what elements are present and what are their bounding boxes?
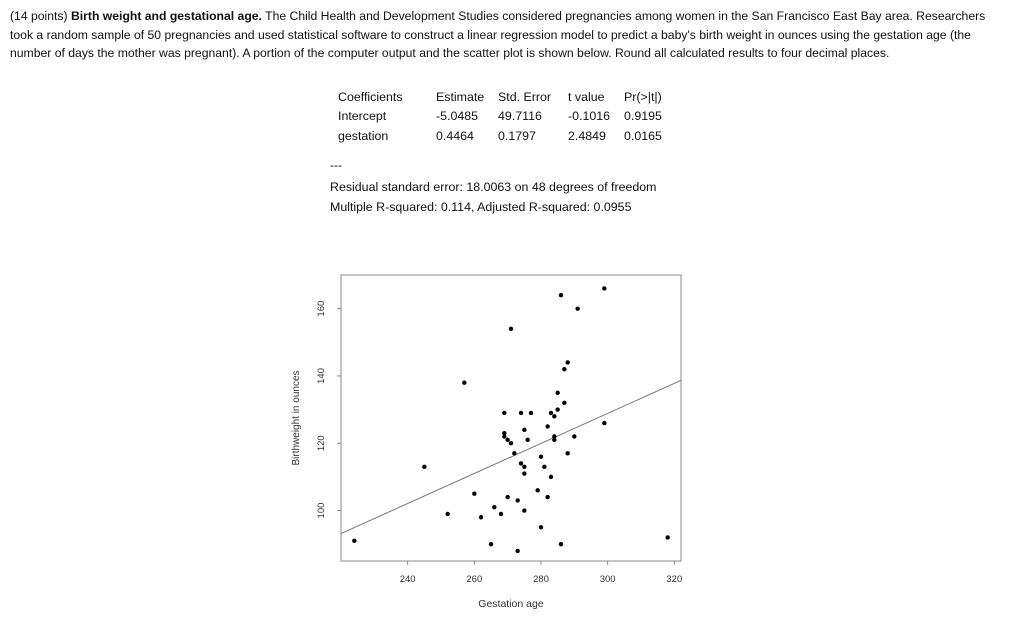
header-t-value: t value [568, 89, 605, 104]
y-axis-label: Birthweight in ounces [291, 370, 302, 466]
regression-output-table [334, 87, 666, 146]
data-point [515, 549, 519, 553]
x-tick-label: 260 [466, 574, 483, 585]
data-point [572, 434, 576, 438]
data-point [542, 465, 546, 469]
data-point [472, 492, 476, 496]
data-point [352, 539, 356, 543]
data-point [539, 454, 543, 458]
data-point [549, 411, 553, 415]
data-point [515, 498, 519, 502]
residual-error-line: Residual standard error: 18.0063 on 48 degrees of freedom [330, 180, 657, 194]
data-point [522, 428, 526, 432]
x-axis-label: Gestation age [478, 598, 544, 610]
data-point [545, 495, 549, 499]
data-point [529, 411, 533, 415]
header-std-error: Std. Error [498, 89, 552, 104]
y-tick-label: 120 [316, 435, 327, 452]
header-coefficients: Coefficients [338, 89, 403, 104]
data-point [555, 391, 559, 395]
data-point [522, 471, 526, 475]
problem-points: (14 points) [10, 9, 68, 23]
y-tick-label: 100 [316, 502, 327, 519]
data-point [505, 495, 509, 499]
table-header-row [334, 87, 666, 107]
row-label: Intercept [338, 109, 387, 124]
table-row [334, 107, 666, 127]
data-point [559, 542, 563, 546]
data-point [522, 508, 526, 512]
data-point [562, 401, 566, 405]
data-point [489, 542, 493, 546]
cell-p-value: 0.0165 [624, 128, 662, 143]
data-point [552, 434, 556, 438]
data-point [509, 441, 513, 445]
data-point [559, 293, 563, 297]
data-point [555, 407, 559, 411]
x-tick-label: 240 [399, 574, 416, 585]
x-tick-label: 300 [599, 574, 616, 585]
cell-t-value: 2.4849 [568, 128, 606, 143]
data-point [422, 465, 426, 469]
r-squared-line: Multiple R-squared: 0.114, Adjusted R-squared: 0.0955 [330, 200, 632, 214]
data-point [545, 424, 549, 428]
data-point [665, 535, 669, 539]
scatter-plot [285, 262, 705, 622]
data-point [509, 327, 513, 331]
data-points [352, 286, 670, 553]
data-point [552, 414, 556, 418]
data-point [445, 512, 449, 516]
cell-estimate: -5.0485 [436, 109, 479, 124]
data-point [519, 461, 523, 465]
data-point [492, 505, 496, 509]
x-axis [400, 561, 683, 585]
regression-line [341, 380, 681, 533]
model-summary [330, 177, 657, 217]
data-point [479, 515, 483, 519]
problem-body: The Child Health and Development Studies considered pregnancies among women in the San Francisco East Bay area. Researchers took a random sample of 50 pregnancies and used statistical software to construct a linear regression model to predict a baby's birth weight in ounces using the gestation age (the number of days the mother was pregnant). A portion of the computer output and the scatter plot is shown below. Round all calculated results to four decimal places. [10, 9, 986, 60]
y-tick-label: 140 [316, 368, 327, 384]
data-point [522, 465, 526, 469]
x-tick-label: 280 [533, 574, 549, 585]
data-point [549, 475, 553, 479]
data-point [562, 367, 566, 371]
data-point [565, 451, 569, 455]
data-point [602, 421, 606, 425]
cell-std-error: 49.7116 [498, 109, 542, 124]
data-point [525, 438, 529, 442]
header-estimate: Estimate [436, 89, 485, 104]
cell-std-error: 0.1797 [498, 128, 536, 143]
y-axis [316, 301, 341, 519]
data-point [502, 431, 506, 435]
x-tick-label: 320 [666, 574, 683, 585]
data-point [499, 512, 503, 516]
data-point [462, 380, 466, 384]
header-p-value: Pr(>|t|) [624, 89, 662, 104]
cell-p-value: 0.9195 [624, 109, 662, 124]
data-point [539, 525, 543, 529]
table-row [334, 126, 666, 146]
data-point [519, 411, 523, 415]
problem-title: Birth weight and gestational age. [70, 9, 262, 23]
cell-t-value: -0.1016 [568, 109, 611, 124]
output-separator: --- [330, 158, 342, 172]
data-point [512, 451, 516, 455]
data-point [565, 360, 569, 364]
data-point [575, 306, 579, 310]
plot-frame [341, 275, 681, 561]
cell-estimate: 0.4464 [436, 128, 474, 143]
problem-statement [10, 7, 1000, 63]
data-point [502, 411, 506, 415]
data-point [602, 286, 606, 290]
y-tick-label: 160 [316, 300, 327, 317]
data-point [505, 438, 509, 442]
data-point [535, 488, 539, 492]
row-label: gestation [338, 128, 389, 143]
